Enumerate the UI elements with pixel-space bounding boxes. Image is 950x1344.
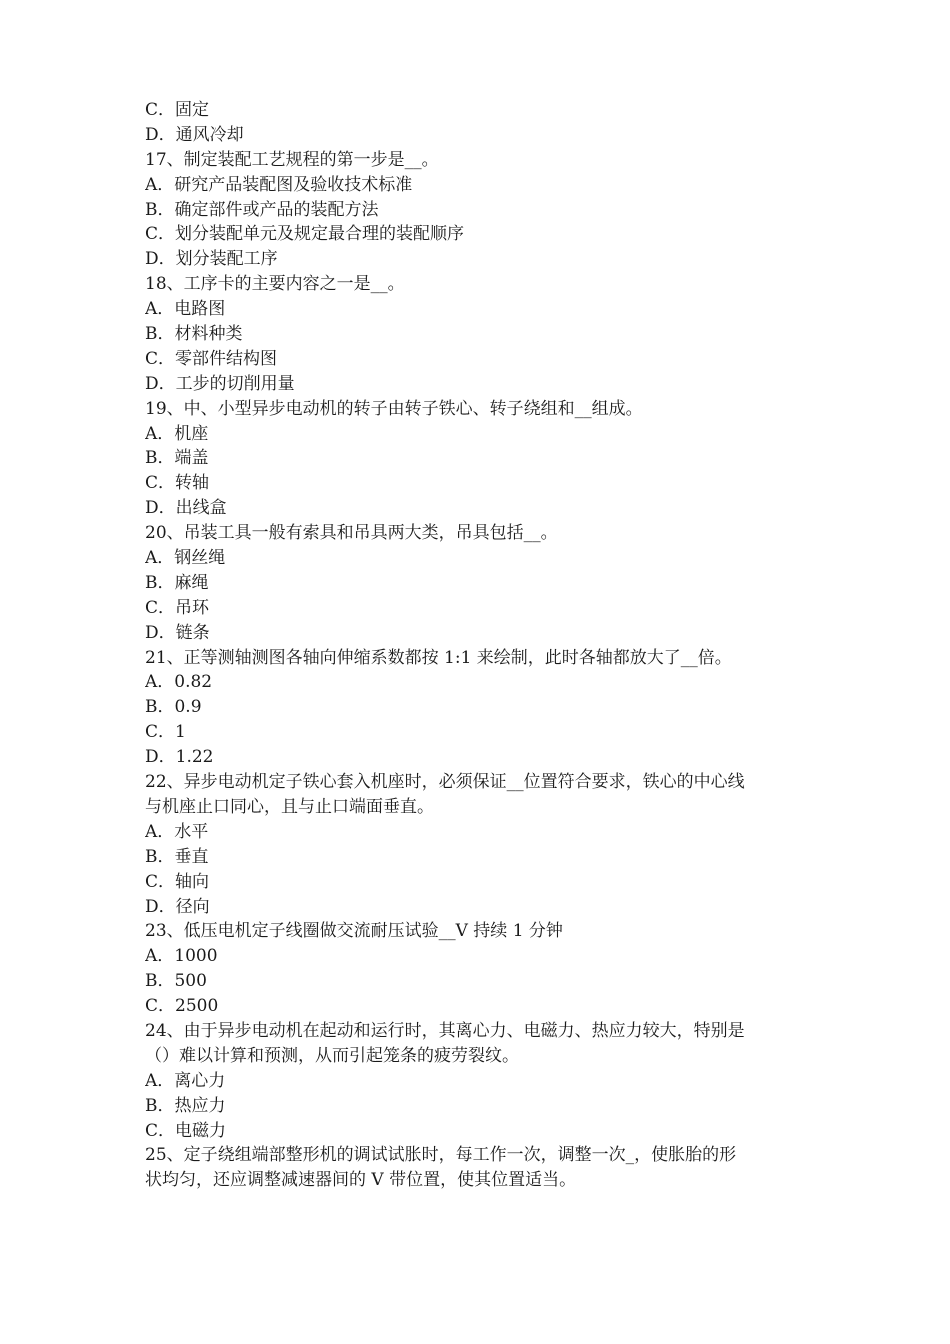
text-line: C．电磁力 [145, 1120, 227, 1141]
text-line: C．转轴 [145, 473, 210, 494]
text-line: 17、制定装配工艺规程的第一步是__。 [145, 149, 439, 170]
text-line: D．径向 [145, 896, 210, 917]
text-line: B．500 [145, 971, 207, 992]
text-line: 20、吊装工具一般有索具和吊具两大类，吊具包括__。 [145, 523, 558, 544]
text-line: A．离心力 [145, 1070, 226, 1091]
text-line: C．轴向 [145, 871, 210, 892]
text-line: A．钢丝绳 [145, 548, 226, 569]
text-line: D．通风冷却 [145, 124, 244, 145]
text-line: B．热应力 [145, 1095, 226, 1116]
text-line: B．麻绳 [145, 572, 209, 593]
text-line: 状均匀，还应调整减速器间的 V 带位置，使其位置适当。 [145, 1170, 577, 1191]
text-line: 21、正等测轴测图各轴向伸缩系数都按 1:1 来绘制，此时各轴都放大了__倍。 [145, 647, 732, 668]
text-line: B．端盖 [145, 448, 209, 469]
text-line: A．电路图 [145, 299, 226, 320]
text-line: C．固定 [145, 100, 210, 120]
document-body [145, 98, 825, 1193]
text-line: 24、由于异步电动机在起动和运行时，其离心力、电磁力、热应力较大，特别是 [145, 1020, 745, 1041]
text-line: （）难以计算和预测，从而引起笼条的疲劳裂纹。 [145, 1045, 519, 1066]
text-line: A．0.82 [145, 672, 213, 693]
text-line: 18、工序卡的主要内容之一是__。 [145, 274, 405, 295]
text-line: C．1 [145, 722, 186, 743]
text-line: 22、异步电动机定子铁心套入机座时，必须保证__位置符合要求，铁心的中心线 [145, 772, 745, 793]
text-line: C．2500 [145, 996, 219, 1017]
text-line: B．0.9 [145, 697, 202, 718]
text-line: D．划分装配工序 [145, 249, 278, 270]
text-line: D．链条 [145, 622, 210, 643]
text-line: D．出线盒 [145, 498, 227, 519]
text-line: D．工步的切削用量 [145, 373, 295, 394]
text-line: A．机座 [145, 423, 209, 444]
text-line: B．材料种类 [145, 324, 243, 345]
text-line: 19、中、小型异步电动机的转子由转子铁心、转子绕组和__组成。 [145, 398, 643, 419]
text-line: B．确定部件或产品的装配方法 [145, 199, 379, 220]
text-line: A．1000 [145, 946, 218, 967]
text-line: C．零部件结构图 [145, 348, 278, 369]
text-line: 23、低压电机定子线圈做交流耐压试验__V 持续 1 分钟 [145, 921, 563, 942]
text-line: C．吊环 [145, 597, 210, 618]
text-line: A．水平 [145, 821, 209, 842]
text-line: 与机座止口同心，且与止口端面垂直。 [145, 796, 434, 817]
text-line: C．划分装配单元及规定最合理的装配顺序 [145, 224, 465, 245]
text-line: B．垂直 [145, 846, 209, 867]
text-line: A．研究产品装配图及验收技术标准 [145, 174, 413, 195]
text-line: D．1.22 [145, 747, 214, 768]
text-line: 25、定子绕组端部整形机的调试试胀时，每工作一次，调整一次_，使胀胎的形 [145, 1145, 737, 1166]
